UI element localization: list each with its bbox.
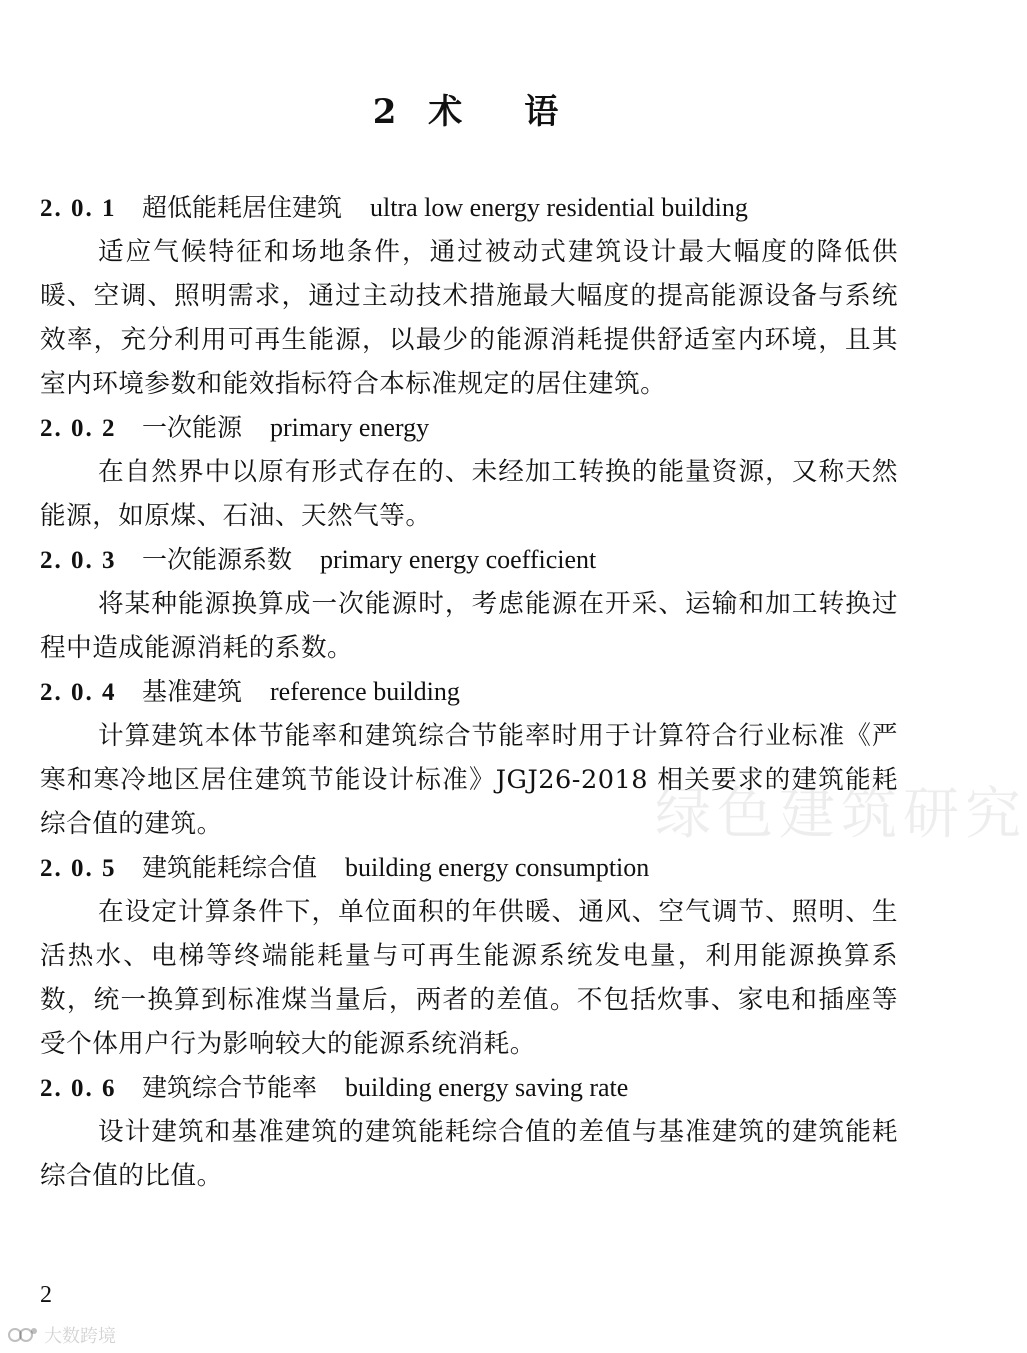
term-heading <box>40 846 898 890</box>
term-number: 2. 0. 6 <box>40 1075 117 1102</box>
term-number: 2. 0. 5 <box>40 855 117 882</box>
term-entry <box>40 186 898 406</box>
term-chinese-name: 一次能源系数 <box>142 545 293 574</box>
term-heading <box>40 538 898 582</box>
term-number: 2. 0. 1 <box>40 195 117 222</box>
term-entry <box>40 406 898 538</box>
term-chinese-name: 一次能源 <box>142 413 243 442</box>
term-chinese-name: 建筑能耗综合值 <box>142 853 318 882</box>
watermark-corner-text: 大数跨境 <box>44 1326 116 1347</box>
term-number: 2. 0. 4 <box>40 679 117 706</box>
chapter-title-part1: 术 <box>428 92 463 132</box>
term-chinese-name: 超低能耗居住建筑 <box>142 193 343 222</box>
watermark-text: 绿色建筑研究 <box>655 782 1027 847</box>
chapter-title-part2: 语 <box>524 92 559 132</box>
term-english-name: primary energy coefficient <box>320 545 597 574</box>
term-number: 2. 0. 3 <box>40 547 117 574</box>
term-english-name: ultra low energy residential building <box>370 193 748 222</box>
term-number: 2. 0. 2 <box>40 415 117 442</box>
term-definition: 将某种能源换算成一次能源时，考虑能源在开采、运输和加工转换过程中造成能源消耗的系数。 <box>40 589 898 663</box>
term-heading <box>40 1066 898 1110</box>
term-entry <box>40 1066 898 1198</box>
term-heading <box>40 186 898 230</box>
corner-watermark <box>8 1322 116 1348</box>
term-entry <box>40 670 898 846</box>
term-definition: 在设定计算条件下，单位面积的年供暖、通风、空气调节、照明、生活热水、电梯等终端能耗量与可再生能源系统发电量，利用能源换算系数，统一换算到标准煤当量后，两者的差值。不包括炊事、家电和插座等受个体用户行为影响较大的能源系统消耗。 <box>40 897 898 1059</box>
term-entry <box>40 538 898 670</box>
terms-list <box>40 186 898 1198</box>
term-definition: 适应气候特征和场地条件，通过被动式建筑设计最大幅度的降低供暖、空调、照明需求，通过主动技术措施最大幅度的提高能源设备与系统效率，充分利用可再生能源，以最少的能源消耗提供舒适室内环境，且其室内环境参数和能效指标符合本标准规定的居住建筑。 <box>40 237 898 399</box>
term-heading <box>40 406 898 450</box>
term-definition: 计算建筑本体节能率和建筑综合节能率时用于计算符合行业标准《严寒和寒冷地区居住建筑节能设计标准》JGJ26-2018 相关要求的建筑能耗综合值的建筑。 <box>40 721 898 839</box>
chapter-title <box>0 84 931 133</box>
term-chinese-name: 基准建筑 <box>142 677 243 706</box>
term-chinese-name: 建筑综合节能率 <box>142 1073 318 1102</box>
term-english-name: building energy saving rate <box>345 1073 629 1102</box>
term-english-name: primary energy <box>270 413 430 442</box>
term-english-name: building energy consumption <box>345 853 650 882</box>
term-heading <box>40 670 898 714</box>
chapter-number: 2 <box>372 92 397 132</box>
term-definition: 在自然界中以原有形式存在的、未经加工转换的能量资源，又称天然能源，如原煤、石油、天然气等。 <box>40 457 898 531</box>
watermark-logo-icon <box>8 1325 38 1345</box>
term-english-name: reference building <box>270 677 460 706</box>
term-definition: 设计建筑和基准建筑的建筑能耗综合值的差值与基准建筑的建筑能耗综合值的比值。 <box>40 1117 898 1191</box>
page-number: 2 <box>40 1282 52 1308</box>
term-entry <box>40 846 898 1066</box>
